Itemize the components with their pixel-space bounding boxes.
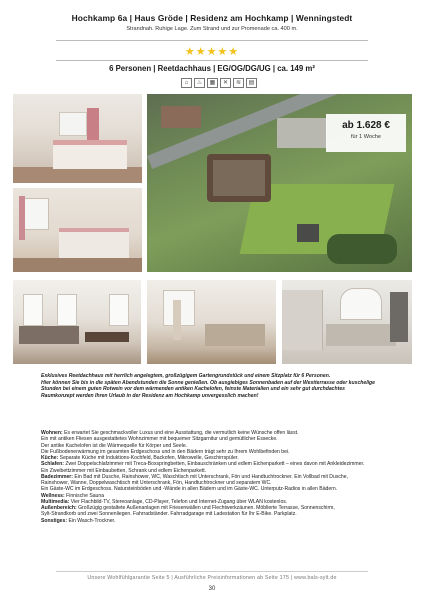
rating-stars: ★★★★★ <box>184 46 240 58</box>
tv-icon: ▤ <box>246 78 257 88</box>
detail-line: Außenbereich: Großzügig gestaltete Außenanlagen mit Friesenwällen und Flechtwerkzäunen. Möblierte Terrasse, Sonnenschirm, <box>41 505 335 511</box>
footer-text: Unsere Wohlfühlgarantie Seite 5 | Ausführliche Preisinformationen ab Seite 175 | www.bals-sylt.de <box>87 575 337 581</box>
detail-line: Ein Zweibettzimmer mit Einbaubetten, Schrank und edlem Eichenparkett. <box>41 467 207 474</box>
description-line: Exklusives Reetdachhaus mit herrlich angelegtem, großzügigem Gartengrundstück und einem Sitzplatz für 6 Personen. <box>41 373 331 379</box>
detail-line: Wohnen: Es erwartet Sie geschmackvoller Luxus und eine Ausstattung, die vermutlich keine Wünsche offen lässt. <box>41 430 299 436</box>
amenity-icons <box>181 78 257 88</box>
bedroom-photo-2 <box>13 188 142 272</box>
price-amount: ab 1.628 € <box>342 120 390 131</box>
aerial-photo <box>147 94 412 272</box>
price-period: für 1 Woche <box>350 134 382 140</box>
no-smoking-icon: ✕ <box>220 78 231 88</box>
wellness-icon: ≋ <box>233 78 244 88</box>
terrace-icon: ▦ <box>207 78 218 88</box>
living-room-photo <box>13 280 141 364</box>
property-headline: 6 Personen | Reetdachhaus | EG/OG/DG/UG | ca. 149 m² <box>109 64 315 73</box>
page-subtitle: Strandnah. Ruhige Lage. Zum Strand und zur Promenade ca. 400 m. <box>126 26 298 32</box>
house-icon: ⌂ <box>181 78 192 88</box>
price-badge <box>326 114 406 152</box>
detail-line: Ein Gäste-WC im Erdgeschoss. Natursteinböden und -Wände in allen Bädern und im Gäste-WC. Unterputz-Radios in allen Bädern. <box>41 486 338 493</box>
details-list <box>41 430 401 524</box>
detail-line: Rainshower, Wanne, Doppelwaschtisch mit Unterschrank, Fön, Handtuchtrockner und separatem WC. <box>41 480 272 486</box>
detail-line: Schlafen: Zwei Doppelschlafzimmer mit Treca-Boxspringbetten, Einbauschränken und edlem Eichenparkett – eines davon mit Ankleidezimmer. <box>41 461 365 468</box>
detail-line: Badezimmer: Ein Bad mit Dusche, Rainshower, WC, Waschtisch mit Unterschrank, Fön und Handtuchtrockner. Ein Vollbad mit Dusche, <box>41 473 348 480</box>
detail-line: Küche: Separate Küche mit Induktions-Kochfeld, Backofen, Mikrowelle, Geschirrspüler. <box>41 455 239 461</box>
divider <box>56 571 368 572</box>
bedroom-photo <box>13 94 142 183</box>
detail-line: Die Fußbodenerwärmung im gesamten Erdgeschoss und in den Bädern trägt sehr zu Ihrem Wohlbefinden bei. <box>41 448 290 455</box>
page-number: 30 <box>208 586 216 592</box>
divider <box>56 40 368 41</box>
page-title: Hochkamp 6a | Haus Gröde | Residenz am Hochkamp | Wenningstedt <box>71 13 353 23</box>
description-line: Stunden bei einem guten Rotwein vor dem wärmenden antiken Kachelofen, feinste Materialien und ein sehr gut durchdachtes <box>41 386 345 393</box>
detail-line: Sonstiges: Ein Wasch-Trockner. <box>41 517 116 524</box>
description-line: Hier können Sie bis in die späten Abendstunden die Sonne genießen. Ob ausgiebiges Sonnenbaden auf der Westterrasse oder kuschelige <box>41 379 375 386</box>
kitchen-photo <box>282 280 412 364</box>
detail-line: Ein mit antiken Fliesen ausgestattetes Wohnzimmer mit bequemer Sitzgarnitur und gemütlicher Essecke. <box>41 436 278 443</box>
detail-line: Wellness: Finnische Sauna <box>41 492 105 499</box>
detail-line: Sylt-Strandkorb und zwei Sonnenliegen. Fahrradständer. Fahrradgarage mit Ladestation für Ihr E-Bike. Parkplatz. <box>41 511 297 518</box>
detail-line: Der antike Kachelofen ist die Wärmequelle für Körper und Seele. <box>41 442 188 449</box>
sauna-icon: ♨ <box>194 78 205 88</box>
lounge-photo <box>147 280 276 364</box>
divider <box>56 60 368 61</box>
description-line: Raumkonzept werden Ihren Urlaub in der Residenz am Hochkamp unvergesslich machen! <box>41 392 259 399</box>
detail-line: Multimedia: Vier Flachbild-TV, Stereoanlage, CD-Player, Telefon und Internet-Zugang über WLAN kostenlos. <box>41 498 288 505</box>
description <box>41 373 401 399</box>
